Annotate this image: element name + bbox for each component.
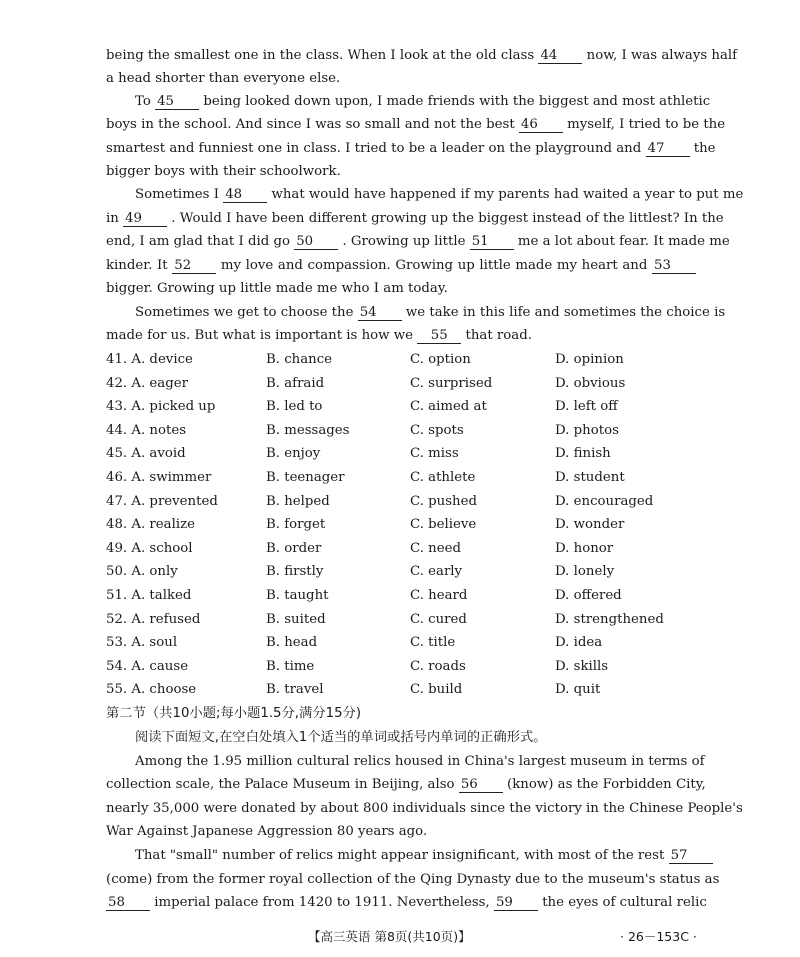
option-c: C. surprised <box>410 375 493 391</box>
option-row <box>106 586 726 606</box>
option-c: C. believe <box>410 517 477 533</box>
option-b: B. afraid <box>266 375 325 391</box>
option-c: C. title <box>410 635 456 651</box>
blank-58: 58 <box>106 895 150 911</box>
option-a: 41. A. device <box>106 352 193 367</box>
passage-line: That "small" number of relics might appear insignificant, with most of the rest 57 <box>106 846 696 866</box>
option-a: 55. A. choose <box>106 682 197 698</box>
option-row <box>106 515 726 535</box>
blank-46: 46 <box>519 117 563 133</box>
option-row <box>106 539 726 559</box>
option-row <box>106 350 726 370</box>
blank-45: 45 <box>155 94 199 110</box>
option-a: 42. A. eager <box>106 375 188 391</box>
option-c: C. need <box>410 540 461 556</box>
option-d: D. strengthened <box>555 611 664 627</box>
option-a: 52. A. refused <box>106 611 201 627</box>
option-b: B. travel <box>266 682 324 698</box>
option-row <box>106 397 726 417</box>
option-a: 46. A. swimmer <box>106 470 212 485</box>
blank-57: 57 <box>669 848 713 864</box>
passage-line: boys in the school. And since I was so small and not the best 46 myself, I tried to be the <box>106 117 726 132</box>
option-row <box>106 374 726 394</box>
passage-line: a head shorter than everyone else. <box>106 71 341 86</box>
option-row <box>106 562 726 582</box>
option-c: C. cured <box>410 611 467 627</box>
option-a: 48. A. realize <box>106 517 195 533</box>
blank-52: 52 <box>172 258 216 274</box>
blank-56: 56 <box>459 777 503 793</box>
option-d: D. quit <box>555 682 601 698</box>
option-b: B. time <box>266 658 315 674</box>
option-b: B. helped <box>266 493 330 509</box>
option-a: 45. A. avoid <box>106 446 186 462</box>
option-b: B. suited <box>266 611 326 627</box>
option-c: C. heard <box>410 588 468 603</box>
section-instruction: 阅读下面短文,在空白处填入1个适当的单词或括号内单词的正确形式。 <box>135 730 547 745</box>
passage-line: bigger boys with their schoolwork. <box>106 164 341 179</box>
option-b: B. messages <box>266 422 350 438</box>
option-c: C. early <box>410 564 463 580</box>
option-b: B. order <box>266 540 322 556</box>
option-d: D. student <box>555 470 625 485</box>
blank-53: 53 <box>652 258 696 274</box>
option-d: D. idea <box>555 635 603 651</box>
option-d: D. lonely <box>555 564 615 580</box>
option-a: 54. A. cause <box>106 658 189 674</box>
option-b: B. forget <box>266 517 326 533</box>
option-d: D. offered <box>555 588 622 603</box>
option-d: D. left off <box>555 399 618 415</box>
option-b: B. head <box>266 635 318 651</box>
option-c: C. spots <box>410 422 464 438</box>
option-d: D. finish <box>555 446 611 462</box>
passage-line: bigger. Growing up little made me who I am today. <box>106 281 448 296</box>
option-b: B. enjoy <box>266 446 321 462</box>
option-b: B. chance <box>266 352 333 367</box>
blank-54: 54 <box>358 305 402 321</box>
option-c: C. pushed <box>410 493 477 509</box>
option-d: D. skills <box>555 658 609 674</box>
option-d: D. wonder <box>555 517 625 533</box>
passage-line: War Against Japanese Aggression 80 years ago. <box>106 824 428 839</box>
blank-59: 59 <box>494 895 538 911</box>
blank-51: 51 <box>470 234 514 250</box>
option-b: B. firstly <box>266 564 324 580</box>
page-code: · 26－153C · <box>620 929 697 944</box>
passage-line: (come) from the former royal collection of the Qing Dynasty due to the museum's status as <box>106 872 720 887</box>
passage-line: being the smallest one in the class. When I look at the old class 44 now, I was always half <box>106 48 738 63</box>
passage-line: smartest and funniest one in class. I tried to be a leader on the playground and 47 the <box>106 141 716 156</box>
passage-line: kinder. It 52 my love and compassion. Growing up little made my heart and 53 <box>106 256 696 276</box>
option-c: C. roads <box>410 658 466 674</box>
option-row <box>106 492 726 512</box>
option-d: D. honor <box>555 540 614 556</box>
option-b: B. taught <box>266 588 329 603</box>
option-c: C. athlete <box>410 470 476 485</box>
option-a: 50. A. only <box>106 564 178 580</box>
option-d: D. encouraged <box>555 493 654 509</box>
option-row <box>106 421 726 441</box>
passage-line: in 49 . Would I have been different growing up the biggest instead of the littlest? In the <box>106 211 724 226</box>
section-heading: 第二节（共10小题;每小题1.5分,满分15分) <box>106 706 362 721</box>
option-a: 51. A. talked <box>106 588 192 603</box>
option-a: 47. A. prevented <box>106 493 218 509</box>
option-a: 44. A. notes <box>106 422 187 438</box>
option-d: D. obvious <box>555 375 626 391</box>
passage-line: collection scale, the Palace Museum in Beijing, also 56 (know) as the Forbidden City, <box>106 777 706 792</box>
option-c: C. miss <box>410 446 459 462</box>
option-row <box>106 444 726 464</box>
option-row <box>106 610 726 630</box>
blank-49: 49 <box>123 211 167 227</box>
passage-line: To 45 being looked down upon, I made friends with the biggest and most athletic <box>135 94 711 109</box>
passage-line: Sometimes we get to choose the 54 we take in this life and sometimes the choice is <box>135 305 726 320</box>
option-b: B. led to <box>266 399 323 415</box>
option-row <box>106 680 726 700</box>
option-row <box>106 657 726 677</box>
passage-line: Among the 1.95 million cultural relics housed in China's largest museum in terms of <box>135 754 705 769</box>
passage-line: nearly 35,000 were donated by about 800 individuals since the victory in the Chinese People's <box>106 801 743 816</box>
option-b: B. teenager <box>266 470 345 485</box>
passage-line: Sometimes I 48 what would have happened if my parents had waited a year to put me <box>135 187 744 202</box>
option-a: 49. A. school <box>106 540 193 556</box>
blank-47: 47 <box>646 141 690 157</box>
page-footer-label: 【高三英语 第8页(共10页)】 <box>308 929 471 944</box>
option-a: 43. A. picked up <box>106 399 216 415</box>
option-d: D. opinion <box>555 352 624 367</box>
option-c: C. aimed at <box>410 399 487 415</box>
option-d: D. photos <box>555 422 619 438</box>
option-c: C. build <box>410 682 463 698</box>
passage-line: 58 imperial palace from 1420 to 1911. Nevertheless, 59 the eyes of cultural relic <box>108 895 707 910</box>
passage-line: end, I am glad that I did go 50 . Growing up little 51 me a lot about fear. It made me <box>106 234 730 249</box>
option-a: 53. A. soul <box>106 635 178 651</box>
blank-50: 50 <box>294 234 338 250</box>
blank-55: 55 <box>417 328 461 344</box>
option-row <box>106 468 726 488</box>
passage-line: made for us. But what is important is how we 55 that road. <box>106 328 532 343</box>
option-c: C. option <box>410 352 471 367</box>
option-row <box>106 633 726 653</box>
blank-48: 48 <box>223 187 267 203</box>
blank-44: 44 <box>538 48 582 64</box>
